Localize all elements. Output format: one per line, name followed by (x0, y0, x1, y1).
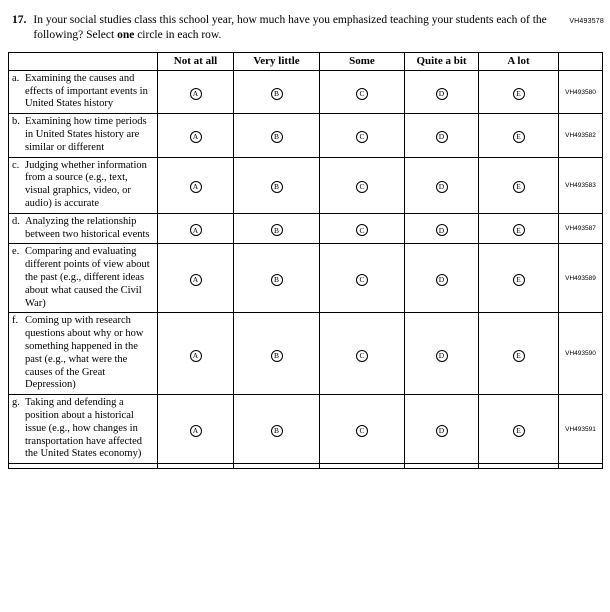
answer-circle[interactable]: A (190, 181, 202, 193)
column-header-quite-a-bit: Quite a bit (405, 52, 479, 70)
question-text (33, 13, 570, 43)
answer-circle[interactable]: E (513, 350, 525, 362)
row-code: VH493587 (559, 213, 603, 244)
row-label: Taking and defending a position about a historical issue (e.g., how changes in transportation have affected the United States economy) (25, 397, 143, 460)
table-row-f (9, 313, 603, 395)
answer-circle[interactable]: E (513, 131, 525, 143)
answer-circle[interactable]: C (356, 274, 368, 286)
answer-circle[interactable]: D (436, 88, 448, 100)
answer-circle[interactable]: E (513, 88, 525, 100)
answer-circle[interactable]: A (190, 88, 202, 100)
question-text-post: circle in each row. (134, 28, 222, 41)
row-code: VH493591 (559, 395, 603, 464)
row-label: Examining how time periods in United States history are similar or different (25, 116, 147, 153)
column-header-very-little: Very little (234, 52, 320, 70)
answer-circle[interactable]: A (190, 425, 202, 437)
answer-circle[interactable]: B (271, 131, 283, 143)
row-letter: e. (12, 246, 20, 258)
answer-circle[interactable]: B (271, 224, 283, 236)
answer-circle[interactable]: B (271, 181, 283, 193)
answer-circle[interactable]: E (513, 181, 525, 193)
table-row-c (9, 157, 603, 213)
answer-circle[interactable]: D (436, 350, 448, 362)
answer-circle[interactable]: C (356, 425, 368, 437)
row-code: VH493580 (559, 70, 603, 113)
table-row-e (9, 244, 603, 313)
answer-circle[interactable]: B (271, 88, 283, 100)
partial-bottom-row (9, 464, 603, 469)
header-empty-cell (9, 52, 158, 70)
answer-circle[interactable]: A (190, 224, 202, 236)
table-row-d (9, 213, 603, 244)
answer-circle[interactable]: D (436, 274, 448, 286)
answer-circle[interactable]: B (271, 274, 283, 286)
question-block (12, 13, 570, 43)
column-header-some: Some (320, 52, 405, 70)
row-letter: f. (12, 315, 19, 327)
table-row-b (9, 114, 603, 157)
row-letter: g. (12, 397, 20, 409)
row-code: VH493582 (559, 114, 603, 157)
row-label: Coming up with research questions about why or how something happened in the past (e.g., what were the causes of the Great Depression) (25, 315, 144, 391)
answer-circle[interactable]: B (271, 425, 283, 437)
answer-circle[interactable]: A (190, 350, 202, 362)
column-header-a-lot: A lot (479, 52, 559, 70)
table-row-g (9, 395, 603, 464)
header-empty-code-cell (559, 52, 603, 70)
answer-circle[interactable]: C (356, 181, 368, 193)
row-letter: b. (12, 116, 20, 128)
answer-circle[interactable]: D (436, 181, 448, 193)
row-label: Judging whether information from a source (e.g., text, visual graphics, video, or audio) is accurate (25, 159, 147, 210)
page-corner-code: VH493578 (569, 18, 604, 25)
table-row-a (9, 70, 603, 113)
answer-circle[interactable]: C (356, 88, 368, 100)
answer-circle[interactable]: C (356, 350, 368, 362)
answer-circle[interactable]: A (190, 131, 202, 143)
answer-circle[interactable]: E (513, 425, 525, 437)
survey-table (8, 52, 603, 469)
answer-circle[interactable]: C (356, 224, 368, 236)
row-label: Analyzing the relationship between two historical events (25, 215, 150, 240)
question-text-pre: In your social studies class this school year, how much have you emphasized teaching your students each of the following? Select (33, 14, 547, 41)
question-text-bold: one (117, 28, 135, 41)
answer-circle[interactable]: E (513, 274, 525, 286)
row-label: Examining the causes and effects of important events in United States history (25, 72, 148, 110)
column-header-not-at-all: Not at all (158, 52, 234, 70)
row-code: VH493589 (559, 244, 603, 313)
answer-circle[interactable]: C (356, 131, 368, 143)
table-header-row (9, 52, 603, 70)
answer-circle[interactable]: E (513, 224, 525, 236)
row-letter: d. (12, 215, 20, 227)
answer-circle[interactable]: A (190, 274, 202, 286)
answer-circle[interactable]: D (436, 131, 448, 143)
answer-circle[interactable]: B (271, 350, 283, 362)
row-letter: a. (12, 72, 20, 84)
row-letter: c. (12, 159, 20, 171)
question-number: 17. (12, 14, 27, 26)
row-code: VH493583 (559, 157, 603, 213)
answer-circle[interactable]: D (436, 224, 448, 236)
row-code: VH493590 (559, 313, 603, 395)
answer-circle[interactable]: D (436, 425, 448, 437)
row-label: Comparing and evaluating different points of view about the past (e.g., different ideas about what caused the Civil War) (25, 246, 150, 309)
